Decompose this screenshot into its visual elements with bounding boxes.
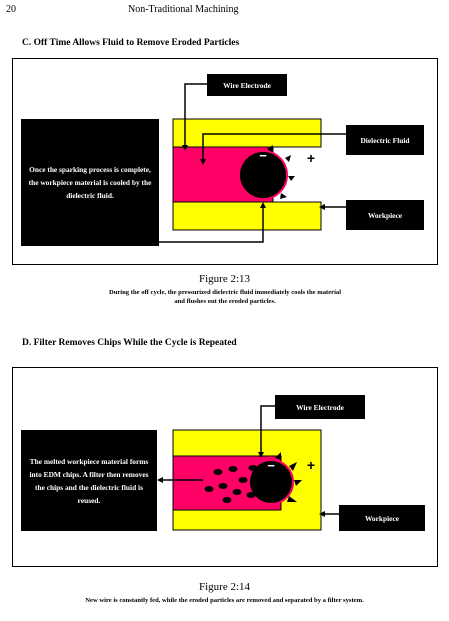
note-box: Once the sparking process is complete, the workpiece material is cooled by the dielectric fluid.	[21, 119, 159, 246]
note-box: The melted workpiece material forms into EDM chips. A filter then removes the chips and the dielectric fluid is reused.	[21, 430, 157, 531]
running-title: Non-Traditional Machining	[128, 4, 239, 15]
edm-chip	[223, 497, 232, 503]
wire-electrode-label: Wire Electrode	[207, 74, 287, 96]
workpiece-lower	[173, 202, 321, 230]
flow-arrow	[288, 176, 295, 181]
flow-arrow	[285, 155, 291, 162]
workpiece-label: Workpiece	[346, 200, 424, 230]
edm-chip	[233, 489, 242, 495]
flow-arrow	[280, 193, 287, 199]
figure-2-13-panel	[12, 58, 438, 265]
figure-2-13-title: Figure 2:13	[198, 273, 251, 285]
minus-sign: −	[259, 148, 267, 163]
page-number: 20	[6, 4, 16, 15]
edm-chip	[205, 486, 214, 492]
dielectric-fluid-label: Dielectric Fluid	[346, 125, 424, 155]
workpiece-upper	[173, 119, 321, 147]
edm-chip	[214, 469, 223, 475]
edm-chip	[219, 483, 228, 489]
figure-2-14-title: Figure 2:14	[198, 581, 251, 593]
arrowhead	[157, 477, 163, 483]
figure-2-14-panel	[12, 367, 438, 567]
plus-sign: +	[306, 150, 316, 166]
caption-line-1: During the off cycle, the pressurized dielectric fluid immediately cools the material	[108, 289, 342, 296]
minus-sign: −	[267, 458, 275, 473]
figure-2-14-caption: New wire is constantly fed, while the eroded particles are removed and separated by a filter system.	[85, 597, 364, 604]
section-c-heading: C. Off Time Allows Fluid to Remove Eroded Particles	[22, 38, 240, 48]
edm-chip	[249, 465, 258, 471]
caption-line-2: and flushes out the eroded particles.	[174, 298, 276, 305]
figure-2-13-caption	[60, 288, 390, 306]
plus-sign: +	[306, 457, 316, 473]
section-d-heading: D. Filter Removes Chips While the Cycle is Repeated	[22, 338, 237, 348]
edm-chip	[239, 477, 248, 483]
workpiece-label: Workpiece	[339, 505, 425, 531]
edm-chip	[247, 492, 256, 498]
edm-chip	[229, 466, 238, 472]
wire-electrode-label: Wire Electrode	[275, 395, 365, 419]
